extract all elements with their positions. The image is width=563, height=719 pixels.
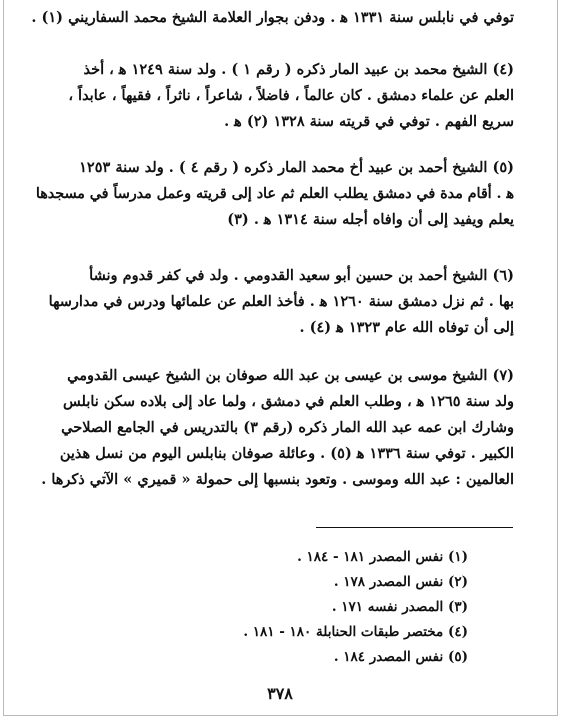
body-line: ولد سنة ١٢٦٥ ﻫ ، وطلب العلم في دمشق ، ولما عاد إلى بلاده سكن نابلس bbox=[63, 393, 514, 410]
body-line: ﻫ . أقام مدة في دمشق يطلب العلم ثم عاد إلى قريته وعمل مدرساً في مسجدها bbox=[35, 186, 514, 202]
footnote: (٥) نفس المصدر ١٨٤ . bbox=[333, 649, 468, 665]
body-line: (٥) الشيخ أحمد بن عبيد أخ محمد المار ذكره ( رقم ٤ ) . ولد سنة ١٢٥٣ bbox=[79, 159, 514, 176]
page-number: ٣٧٨ bbox=[267, 684, 293, 703]
body-line: سريع الفهم . توفي في قريته سنة ١٣٢٨ (٢) ﻫ . bbox=[224, 113, 514, 130]
body-line: يعلم ويفيد إلى أن وافاه أجله سنة ١٣١٤ ﻫ . (٣) bbox=[227, 211, 514, 228]
body-line: العلم عن علماء دمشق . كان عالماً ، فاضلاً ، شاعراً ، ناثراً ، فقيهاً ، عابداً ، bbox=[68, 87, 514, 104]
footnote-separator bbox=[316, 527, 513, 528]
footnote: (٢) نفس المصدر ١٧٨ . bbox=[333, 574, 468, 590]
body-line: (٦) الشيخ أحمد بن حسين أبو سعيد القدومي . ولد في كفر قدوم ونشأ bbox=[89, 267, 514, 284]
footnote: (١) نفس المصدر ١٨١ - ١٨٤ . bbox=[297, 549, 468, 565]
body-line: (٧) الشيخ موسى بن عيسى بن عبد الله صوفان بن الشيخ عيسى القدومي bbox=[67, 367, 514, 384]
body-line: وشارك ابن عمه عبد الله المار ذكره (رقم ٣) بالتدريس في الجامع الصلاحي bbox=[61, 419, 514, 436]
footnote: (٣) المصدر نفسه ١٧١ . bbox=[331, 599, 468, 615]
body-line: العالمين : عبد الله وموسى . وتعود بنسبها إلى حمولة « قميري » الآتي ذكرها . bbox=[41, 471, 514, 488]
body-line: إلى أن توفاه الله عام ١٣٢٣ ﻫ (٤) . bbox=[299, 319, 514, 336]
body-line: بها . ثم نزل دمشق سنة ١٢٦٠ ﻫ . فأخذ العلم عن علمائها ودرس في مدارسها bbox=[48, 293, 514, 310]
footnote: (٤) مختصر طبقات الحنابلة ١٨٠ - ١٨١ . bbox=[243, 624, 468, 640]
body-line: (٤) الشيخ محمد بن عبيد المار ذكره ( رقم ١ ) . ولد سنة ١٢٤٩ ﻫ ، أخذ bbox=[83, 61, 514, 78]
body-line: توفي في نابلس سنة ١٣٣١ ﻫ . ودفن بجوار العلامة الشيخ محمد السفاريني (١) . bbox=[31, 9, 514, 26]
body-line: الكبير . توفي سنة ١٣٣٦ ﻫ (٥) . وعائلة صوفان بنابلس اليوم من نسل هذين bbox=[59, 445, 514, 462]
